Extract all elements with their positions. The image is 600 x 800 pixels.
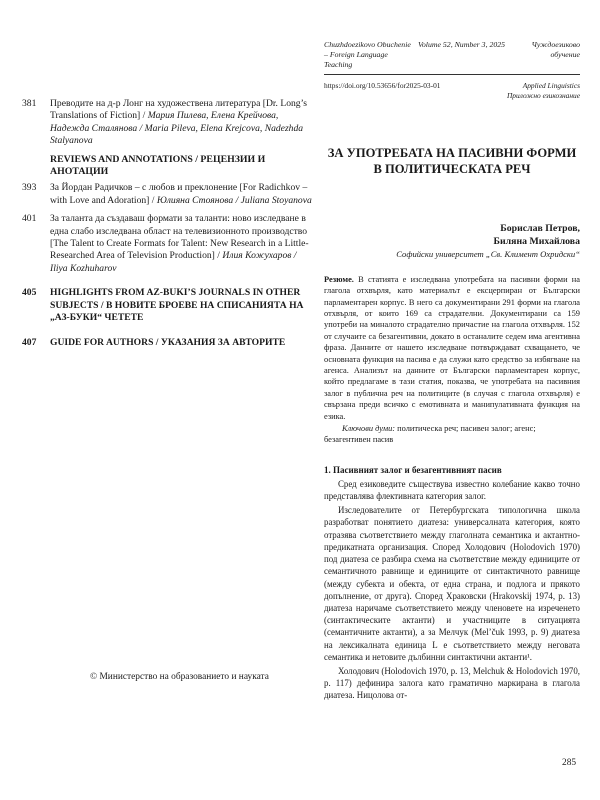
toc-section-heading: REVIEWS AND ANNOTATIONS / РЕЦЕНЗИИ И АНОТАЦИИ — [50, 153, 266, 178]
doi-link[interactable]: https://doi.org/10.53656/for2025-03-01 — [324, 81, 441, 90]
page-number: 285 — [562, 758, 577, 768]
author-name: Борислав Петров, — [500, 223, 580, 235]
section-heading: 1. Пасивният залог и безагентивният пасив — [324, 464, 502, 475]
author-affiliation: Софийски университет „Св. Климент Охридски“ — [396, 248, 580, 259]
journal-name: Chuzhdoezikovo Obuchenie – Foreign Language Teaching — [324, 40, 411, 69]
toc-entry[interactable] — [22, 182, 314, 207]
toc-entry-authors: Мария Пилева, Елена Крейчова, Надежда Сталянова / Maria Pileva, Elena Krejcova, Nadezhda Stalyanova — [50, 110, 304, 147]
toc-page-number: 401 — [22, 213, 37, 225]
body-paragraph: Сред езиковедите съществува известно колебание какво точно представлява флективната категория залог. — [324, 478, 580, 502]
rubric — [507, 81, 580, 100]
toc-entry[interactable] — [22, 98, 314, 148]
keywords — [324, 423, 580, 446]
abstract-text: В статията е изследвана употребата на пасивни форми на глагола отхвърля, като материалът е ексцерпиран от Български парламентарен корпус. В него са документирани 291 форми на глагола отхвърля, от които 169 са страдателни. Документирани са 159 употреби на миналото страдателно причастие на глагола отхвърля. 152 от случаите са безагентивни, докато в останалите седем има агентивна фраза. Данните от нашето изследване потвърждават схващането, че основната функция на пасива е да служи като средство за избягване на агенса. Анализът на данните от Български парламентарен корпус, който предлагаме в тази статия, показва, че употребата на пасивния залог в публична реч на политиците (в случая с глагола отхвърля) е свързана преди всичко с емотивната и манипулативната функция на езика. — [324, 274, 580, 421]
toc-entry-text: GUIDE FOR AUTHORS / УКАЗАНИЯ ЗА АВТОРИТЕ — [50, 336, 286, 348]
article-authors — [324, 223, 580, 247]
toc-entry[interactable] — [22, 287, 314, 324]
toc-entry-text: За таланта да създаваш формати за таланти: ново изследване в една слабо изследвана област на телевизионното производство [The Talent to Create Formats for Talent: New Research in a Little-Researched Area of Television Production] / Илия Кожухаров / Iliya Kozhuharov — [50, 213, 309, 274]
copyright-notice: © Министерство на образованието и науката — [90, 672, 269, 682]
running-header — [324, 40, 580, 70]
journal-section: Чуждоезиково обучение — [531, 40, 580, 59]
body-paragraph: Холодович (Holodovich 1970, p. 13, Melchuk & Holodovich 1970, p. 117) дефинира залога като граматично маркирана в глагола диатеза. Ницолова от- — [324, 665, 580, 701]
doi-row — [324, 81, 580, 100]
toc-entry-authors: Илия Кожухаров / Iliya Kozhuharov — [50, 250, 297, 274]
abstract — [324, 274, 580, 422]
header-rule — [324, 74, 580, 75]
abstract-label: Резюме. — [324, 274, 354, 284]
toc-page-number: 381 — [22, 98, 37, 109]
toc-entry-text: Преводите на д-р Лонг на художествена литература [Dr. Long’s Translations of Fiction] / Мария Пилева, Елена Крейчова, Надежда Сталянова / Maria Pileva, Elena Krejcova, Nadezhda Stalyanova — [50, 98, 307, 147]
toc-entry-text: HIGHLIGHTS FROM AZ-BUKI’S JOURNALS IN OTHER SUBJECTS / В НОВИТЕ БРОЕВЕ НА СПИСАНИЯТА НА „АЗ-БУКИ“ ЧЕТЕТЕ — [50, 287, 304, 324]
toc-entry[interactable] — [22, 337, 314, 349]
keywords-text: политическа реч; пасивен залог; агенс; безагентивен пасив — [324, 424, 536, 445]
toc-page-number: 407 — [22, 336, 37, 348]
volume-info: Volume 52, Number 3, 2025 — [418, 40, 506, 49]
toc-entry[interactable] — [22, 213, 314, 275]
rubric-en: Applied Linguistics — [522, 81, 580, 90]
toc-entry-text: За Йордан Радичков – с любов и преклонение [For Radichkov – with Love and Adoration] / Юлияна Стоянова / Juliana Stoyanova — [50, 182, 312, 206]
author-name: Биляна Михайлова — [493, 235, 580, 247]
toc-column — [22, 98, 314, 355]
article-column — [324, 40, 580, 702]
keywords-label: Ключови думи: — [342, 424, 396, 434]
toc-page-number: 405 — [22, 287, 37, 299]
toc-entry-authors: Юлияна Стоянова / Juliana Stoyanova — [156, 194, 312, 206]
body-paragraph: Изследователите от Петербургската типологична школа разработват понятието диатеза: универсалната категория, която отразява съответствието между глаголната семантика и актантно-предикатната организация. Според Холодович (Holodovich 1970) под диатеза се разбира схема на съответствие между единиците от семантичното равнище и единиците от синтактичното равнище (между субекта и обекта, от една страна, и подлога и прякото допълнение, от друга). Според Храковски (Hrakovskij 1974, p. 13) диатеза наричаме съответствието между членовете на изреченето (синтактическите актанти) и участниците в ситуацията (семантичните актанти), а за Мелчук (Mel’čuk 1993, p. 9) диатеза на лексикалната единица L е съответствието между неговата семантика и нетовите дълбинни синтактични актанти¹. — [324, 505, 580, 662]
article-title: ЗА УПОТРЕБАТА НА ПАСИВНИ ФОРМИ В ПОЛИТИЧЕСКАТА РЕЧ — [327, 146, 577, 176]
toc-page-number: 393 — [22, 182, 37, 194]
rubric-bg: Приложно езикознание — [506, 90, 580, 100]
